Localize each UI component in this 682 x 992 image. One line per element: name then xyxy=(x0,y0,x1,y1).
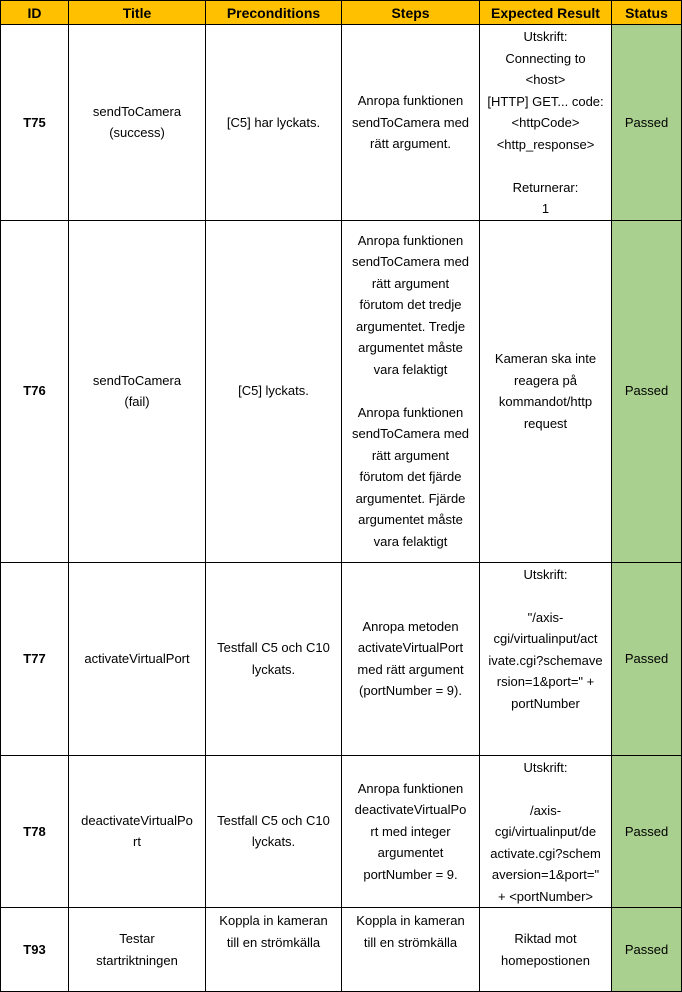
cell-expected-result: Kameran ska inte reagera på kommandot/http request xyxy=(480,220,612,562)
cell-expected-result: Utskrift: Connecting to <host> [HTTP] GET... code: <httpCode> <http_response> Returnerar: 1 xyxy=(480,25,612,221)
header-id: ID xyxy=(1,1,69,25)
cell-title: activateVirtualPort xyxy=(69,562,206,755)
header-status: Status xyxy=(612,1,682,25)
status-badge: Passed xyxy=(612,220,682,562)
cell-preconditions: [C5] har lyckats. xyxy=(206,25,342,221)
header-expected-result: Expected Result xyxy=(480,1,612,25)
cell-expected-result: Utskrift: "/axis- cgi/virtualinput/act ivate.cgi?schemave rsion=1&port=" + portNumber xyxy=(480,562,612,755)
cell-expected-result: Riktad mot homepostionen xyxy=(480,908,612,992)
cell-steps: Anropa metoden activateVirtualPort med rätt argument (portNumber = 9). xyxy=(342,562,480,755)
cell-preconditions: Testfall C5 och C10 lyckats. xyxy=(206,562,342,755)
cell-title: sendToCamera (fail) xyxy=(69,220,206,562)
header-preconditions: Preconditions xyxy=(206,1,342,25)
cell-id: T77 xyxy=(1,562,69,755)
status-badge: Passed xyxy=(612,755,682,908)
cell-steps: Koppla in kameran till en strömkälla xyxy=(342,908,480,992)
cell-preconditions: Testfall C5 och C10 lyckats. xyxy=(206,755,342,908)
cell-title: sendToCamera (success) xyxy=(69,25,206,221)
cell-preconditions: Koppla in kameran till en strömkälla xyxy=(206,908,342,992)
header-title: Title xyxy=(69,1,206,25)
table-row-t93 xyxy=(1,908,682,992)
cell-steps: Anropa funktionen sendToCamera med rätt argument. xyxy=(342,25,480,221)
status-badge: Passed xyxy=(612,25,682,221)
cell-id: T93 xyxy=(1,908,69,992)
cell-title: Testar startriktningen xyxy=(69,908,206,992)
table-row-t75 xyxy=(1,25,682,221)
table-row-t77 xyxy=(1,562,682,755)
cell-title: deactivateVirtualPo rt xyxy=(69,755,206,908)
header-steps: Steps xyxy=(342,1,480,25)
table-row-t76 xyxy=(1,220,682,562)
cell-id: T75 xyxy=(1,25,69,221)
cell-expected-result: Utskrift: /axis- cgi/virtualinput/de activate.cgi?schem aversion=1&port=" + <portNumber> xyxy=(480,755,612,908)
cell-id: T76 xyxy=(1,220,69,562)
cell-preconditions: [C5] lyckats. xyxy=(206,220,342,562)
cell-steps: Anropa funktionen deactivateVirtualPo rt med integer argumentet portNumber = 9. xyxy=(342,755,480,908)
status-badge: Passed xyxy=(612,562,682,755)
status-badge: Passed xyxy=(612,908,682,992)
cell-steps: Anropa funktionen sendToCamera med rätt argument förutom det tredje argumentet. Tredje argumentet måste vara felaktigt Anropa funktionen sendToCamera med rätt argument förutom det fjärde argumentet. Fjärde argumentet måste vara felaktigt xyxy=(342,220,480,562)
header-row xyxy=(1,1,682,25)
table-row-t78 xyxy=(1,755,682,908)
cell-id: T78 xyxy=(1,755,69,908)
